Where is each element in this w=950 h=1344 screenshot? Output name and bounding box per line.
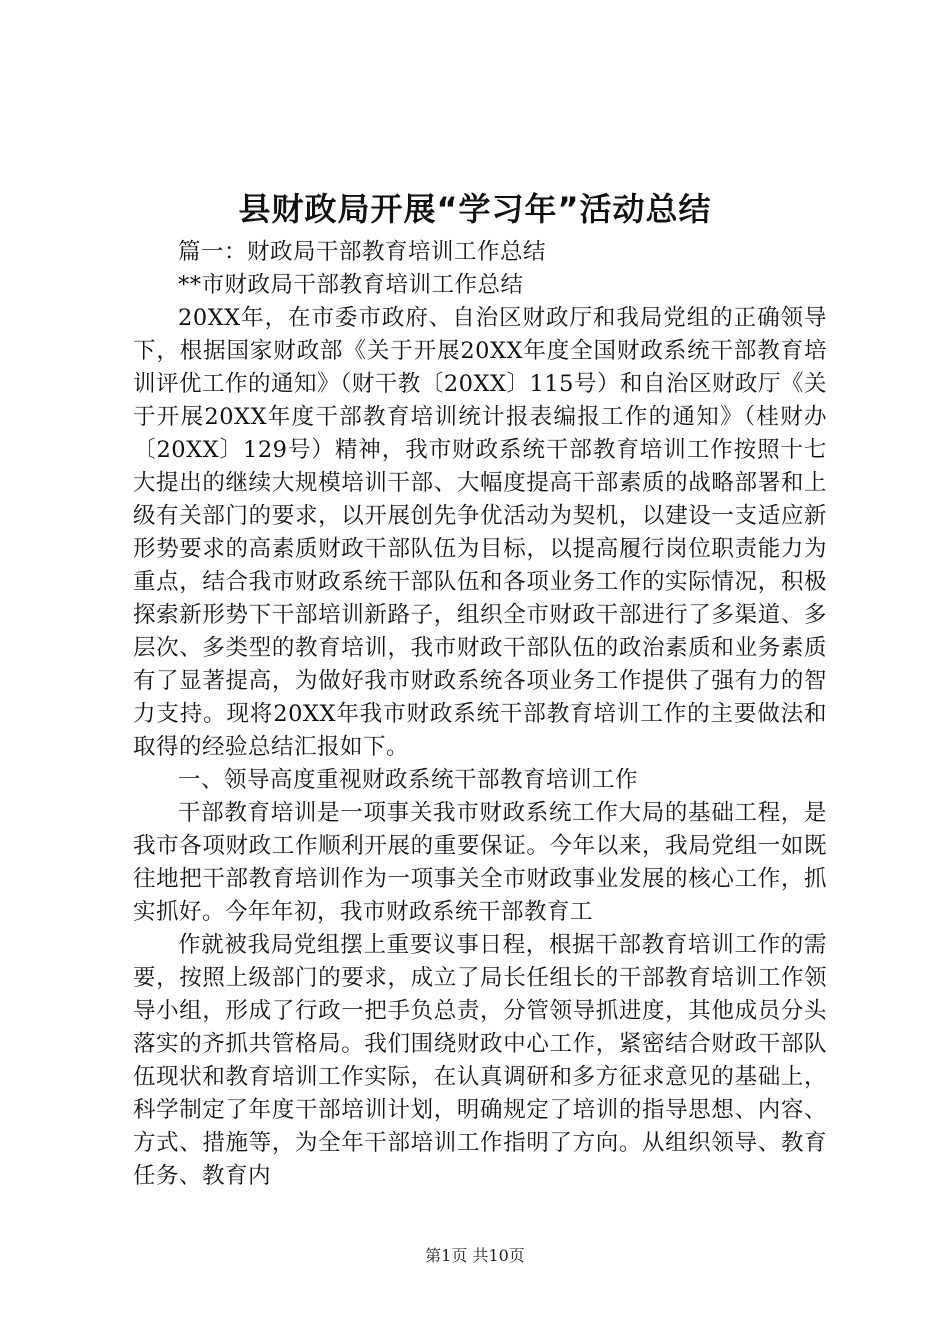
section-heading: 一、领导高度重视财政系统干部教育培训工作 (178, 767, 639, 793)
section-heading: 篇一：财政局干部教育培训工作总结 (178, 239, 547, 265)
page-footer: 第1页 共10页 (425, 1246, 525, 1265)
document-title: 县财政局开展“学习年”活动总结 (238, 190, 712, 228)
body-paragraph: 20XX年，在市委市政府、自治区财政厅和我局党组的正确领导下，根据国家财政部《关于开展20XX年度全国财政系统干部教育培训评优工作的通知》（财干教〔20XX〕115号）和自治区财政厅《关于开展20XX年度干部教育培训统计报表编报工作的通知》（桂财办〔20XX〕129号）精神，我市财政系统干部教育培训工作按照十七大提出的继续大规模培训干部、大幅度提高干部素质的战略部署和上级有关部门的要求，以开展创先争优活动为契机，以建设一支适应新形势要求的高素质财政干部队伍为目标，以提高履行岗位职责能力为重点，结合我市财政系统干部队伍和各项业务工作的实际情况，积极探索新形势下干部培训新路子，组织全市财政干部进行了多渠道、多层次、多类型的教育培训，我市财政干部队伍的政治素质和业务素质有了显著提高，为做好我市财政系统各项业务工作提供了强有力的智力支持。现将20XX年我市财政系统干部教育培训工作的主要做法和取得的经验总结汇报如下。 (133, 305, 827, 760)
document-body (133, 236, 827, 1193)
body-paragraph: 作就被我局党组摆上重要议事日程，根据干部教育培训工作的需要，按照上级部门的要求，成立了局长任组长的干部教育培训工作领导小组，形成了行政一把手负总责，分管领导抓进度，其他成员分头落实的齐抓共管格局。我们围绕财政中心工作，紧密结合财政干部队伍现状和教育培训工作实际，在认真调研和多方征求意见的基础上，科学制定了年度干部培训计划，明确规定了培训的指导思想、内容、方式、措施等，为全年干部培训工作指明了方向。从组织领导、教育任务、教育内 (133, 932, 827, 1189)
subtitle: **市财政局干部教育培训工作总结 (178, 272, 524, 298)
body-paragraph: 干部教育培训是一项事关我市财政系统工作大局的基础工程，是我市各项财政工作顺利开展的重要保证。今年以来，我局党组一如既往地把干部教育培训作为一项事关全市财政事业发展的核心工作，抓实抓好。今年年初，我市财政系统干部教育工 (133, 800, 827, 925)
